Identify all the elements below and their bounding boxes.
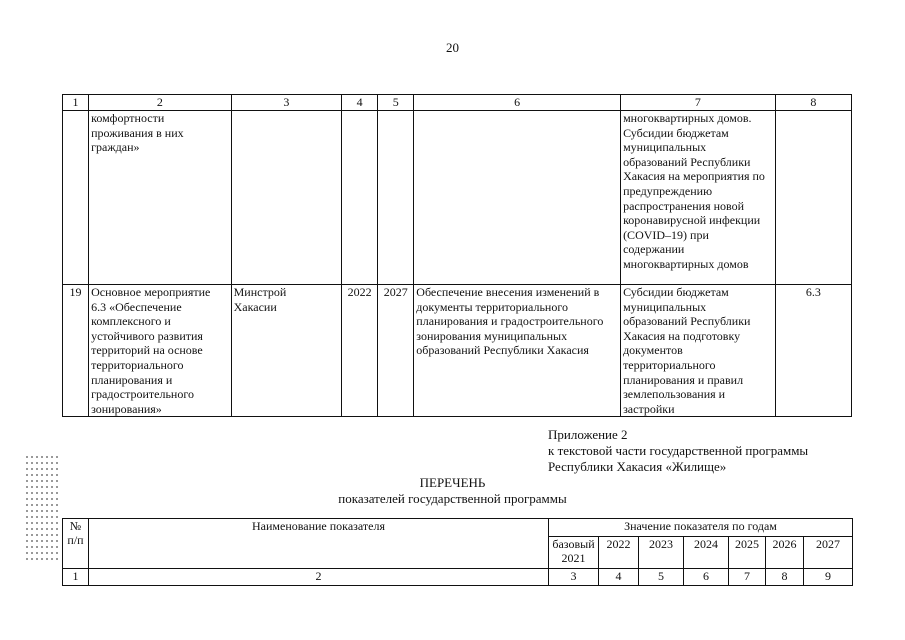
- table-row: [63, 285, 852, 417]
- appendix-line: Приложение 2: [548, 427, 628, 442]
- appendix-heading: [548, 427, 808, 475]
- cell-result: Обеспечение внесения изменений в документы территориального планирования и градостроительного зонирования муниципальных образований Республики Хакасия: [414, 285, 621, 417]
- header-year: 2027: [804, 537, 853, 569]
- index-cell: 5: [639, 569, 684, 586]
- list-title: ПЕРЕЧЕНЬ: [419, 475, 486, 490]
- cell-empty: [378, 111, 414, 285]
- cell-measure-name: Основное мероприятие 6.3 «Обеспечение комплексного и устойчивого развития территорий на основе территориального планирования и градостроительного зонирования»: [89, 285, 232, 417]
- header-year: 2022: [599, 537, 639, 569]
- page-number: 20: [446, 40, 459, 55]
- table-header-row: [63, 95, 852, 111]
- header-number: № п/п: [63, 519, 89, 569]
- header-cell: 1: [63, 95, 89, 111]
- cell-empty: [63, 111, 89, 285]
- measures-table: [62, 94, 852, 417]
- table-header-row: [63, 519, 853, 537]
- index-cell: 4: [599, 569, 639, 586]
- index-cell: 7: [729, 569, 766, 586]
- header-year: 2026: [766, 537, 804, 569]
- cell-row-number: 19: [63, 285, 89, 417]
- header-year: 2023: [639, 537, 684, 569]
- cell-empty: [414, 111, 621, 285]
- cell-end-year: 2027: [378, 285, 414, 417]
- table-row: [63, 111, 852, 285]
- header-cell: 2: [89, 95, 232, 111]
- list-subtitle: показателей государственной программы: [338, 491, 567, 506]
- cell-funding: многоквартирных домов. Субсидии бюджетам муниципальных образований Республики Хакасия на мероприятия по предупреждению распространения новой коронавирусной инфекции (COVID–19) при содержании многоквартирных домов: [621, 111, 776, 285]
- header-cell: 6: [414, 95, 621, 111]
- cell-indicator-link: 6.3: [775, 285, 851, 417]
- header-year: 2025: [729, 537, 766, 569]
- cell-empty: [775, 111, 851, 285]
- cell-empty: [342, 111, 378, 285]
- appendix-line: Республики Хакасия «Жилище»: [548, 459, 727, 474]
- index-cell: 8: [766, 569, 804, 586]
- index-cell: 3: [549, 569, 599, 586]
- cell-empty: [231, 111, 341, 285]
- margin-stamp: [26, 456, 60, 574]
- list-heading: [0, 475, 905, 507]
- table-index-row: [63, 569, 853, 586]
- header-cell: 8: [775, 95, 851, 111]
- cell-measure-name: комфортности проживания в них граждан»: [89, 111, 232, 285]
- header-year: 2024: [684, 537, 729, 569]
- index-cell: 6: [684, 569, 729, 586]
- header-year: базовый 2021: [549, 537, 599, 569]
- index-cell: 2: [89, 569, 549, 586]
- header-indicator-name: Наименование показателя: [89, 519, 549, 569]
- index-cell: 9: [804, 569, 853, 586]
- appendix-line: к текстовой части государственной программы: [548, 443, 809, 458]
- index-cell: 1: [63, 569, 89, 586]
- cell-funding: Субсидии бюджетам муниципальных образований Республики Хакасия на подготовку документов территориального планирования и правил землепользования и застройки: [621, 285, 776, 417]
- header-cell: 5: [378, 95, 414, 111]
- indicators-table: [62, 518, 853, 586]
- cell-start-year: 2022: [342, 285, 378, 417]
- cell-executor: Минстрой Хакасии: [231, 285, 341, 417]
- header-cell: 4: [342, 95, 378, 111]
- header-cell: 3: [231, 95, 341, 111]
- header-cell: 7: [621, 95, 776, 111]
- header-values-by-year: Значение показателя по годам: [549, 519, 853, 537]
